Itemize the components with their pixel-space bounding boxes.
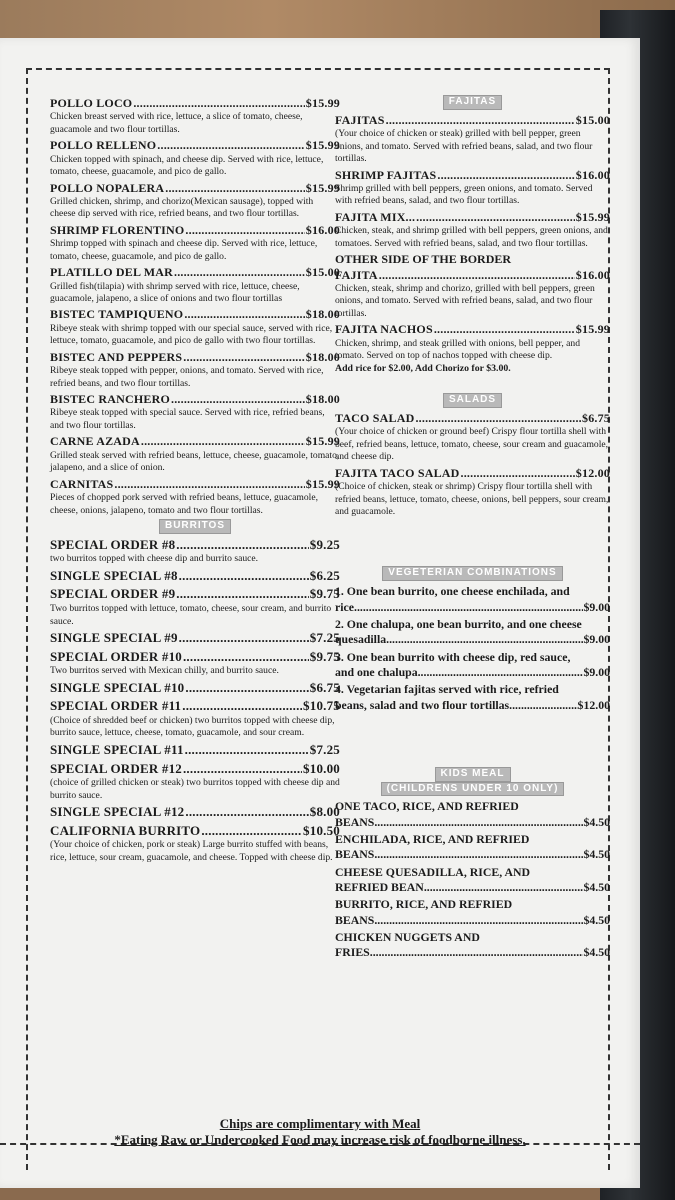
leader-dots (374, 913, 583, 928)
item-price: $9.25 (309, 536, 340, 552)
menu-item (335, 411, 610, 464)
item-price: $15.99 (305, 96, 340, 110)
item-price: $10.75 (303, 698, 340, 714)
combo-name: BEANS (335, 912, 375, 927)
menu-item (335, 268, 610, 321)
other-side-heading: OTHER SIDE OF THE BORDER (335, 252, 512, 267)
combo-item (335, 865, 610, 896)
item-price: $9.75 (309, 586, 340, 602)
combo-line1: CHICKEN NUGGETS AND (335, 930, 480, 945)
item-line (50, 138, 340, 153)
item-description: Ribeye steak with shrimp topped with our special sauce, served with rice, lettuce, tomato, guacamole, and pico de gallo with two flour tortillas. (50, 322, 333, 347)
item-description: Two burritos topped with lettuce, tomato, cheese, sour cream, and burrito sauce. (50, 603, 332, 627)
leader-dots (418, 665, 584, 680)
combo-name: beans, salad and two flour tortillas (335, 697, 510, 712)
item-line (335, 322, 610, 337)
combo-line1: 3. One bean burrito with cheese dip, red sauce, (335, 649, 571, 664)
item-price: $7.25 (309, 630, 340, 646)
item-price: $16.00 (575, 167, 610, 182)
item-line (50, 630, 340, 647)
leader-dots (165, 181, 305, 196)
leader-dots (185, 742, 309, 759)
item-line (50, 649, 340, 666)
item-line (50, 307, 340, 322)
leader-dots (415, 411, 581, 426)
item-line (50, 823, 340, 840)
item-price: $15.99 (305, 138, 340, 153)
combo-name: REFRIED BEAN (335, 880, 424, 895)
item-line (335, 168, 610, 183)
combo-line2 (335, 880, 610, 895)
burritos-tag: BURRITOS (159, 519, 231, 534)
combo-name: FRIES (335, 945, 370, 960)
item-price: $8.00 (309, 804, 340, 820)
leader-dots (185, 680, 308, 697)
menu-item (50, 698, 340, 740)
item-price: $9.75 (309, 648, 340, 664)
menu-item (50, 392, 340, 432)
item-price: $6.75 (309, 679, 340, 695)
item-name: CARNE AZADA (50, 434, 140, 449)
item-description: (Your choice of chicken, pork or steak) Large burrito stuffed with beans, rice, lettuce, sour cream, guacamole, and cheese. Topped with cheese dip. (50, 839, 333, 863)
combo-item (335, 897, 610, 928)
item-name: FAJITA TACO SALAD (335, 465, 460, 480)
menu-item (50, 265, 340, 305)
combo-line2 (335, 632, 610, 647)
leader-dots (174, 265, 305, 280)
combo-item (335, 832, 610, 863)
leader-dots (434, 322, 575, 337)
item-price: $10.00 (303, 760, 340, 776)
item-description: (Your choice of chicken or ground beef) Crispy flour tortilla shell with beef, refried beans, lettuce, tomato, cheese, sour cream and guacamole, and cheese dip. (335, 426, 609, 463)
item-name: SINGLE SPECIAL #12 (50, 804, 185, 820)
menu-item (50, 630, 340, 647)
item-description: Grilled chicken, shrimp, and chorizo(Mexican sausage), topped with cheese dip served with rice, refried beans, and two flour tortillas. (50, 195, 314, 220)
combo-price: $4.50 (583, 847, 610, 862)
menu-item (50, 181, 340, 221)
vegetarian-list (335, 584, 610, 713)
leader-dots (183, 761, 302, 778)
menu-item (50, 307, 340, 347)
item-price: $18.00 (305, 307, 340, 322)
item-price: $7.25 (309, 741, 340, 757)
combo-line1: CHEESE QUESADILLA, RICE, AND (335, 864, 531, 879)
item-description: Chicken, steak, shrimp and chorizo, grilled with bell peppers, green onions, and tomato. Served with refried beans, salad, and two flour tortillas. (335, 282, 595, 319)
table-surface (0, 0, 675, 40)
entrees-list (50, 96, 340, 517)
salads-list (335, 411, 610, 519)
item-price: $16.00 (305, 222, 340, 237)
item-price: $15.99 (305, 476, 340, 491)
item-name: POLLO LOCO (50, 96, 133, 110)
item-line (335, 411, 610, 426)
combo-price: $12.00 (577, 697, 610, 712)
combo-line1: BURRITO, RICE, AND REFRIED (335, 897, 513, 912)
leader-dots (114, 477, 304, 492)
leader-dots (437, 168, 574, 183)
item-line (50, 96, 340, 111)
item-price: $15.99 (575, 209, 610, 224)
salads-tag: SALADS (443, 393, 502, 408)
leader-dots (182, 698, 302, 715)
menu-item (335, 322, 610, 375)
item-name: TACO SALAD (335, 410, 415, 425)
combo-item (335, 617, 610, 648)
item-line (50, 392, 340, 407)
leader-dots (176, 586, 308, 603)
item-name: FAJITA NACHOS (335, 322, 433, 337)
item-extra: Add rice for $2.00, Add Chorizo for $3.00. (335, 362, 511, 374)
menu-item (50, 761, 340, 803)
item-line (335, 113, 610, 128)
combo-price: $9.00 (583, 664, 610, 679)
fajitas-list (335, 113, 610, 250)
menu-item (335, 466, 610, 519)
combo-price: $4.50 (583, 945, 610, 960)
item-name: SPECIAL ORDER #9 (50, 586, 176, 602)
menu-item (50, 823, 340, 865)
combo-item (335, 584, 610, 615)
item-description: Ribeye steak topped with special sauce. Served with rice, refried beans, and two flour tortillas. (50, 407, 325, 431)
item-line (335, 210, 610, 225)
right-column (335, 93, 610, 963)
item-line (50, 350, 340, 365)
item-description: Ribeye steak topped with pepper, onions, and tomato. Served with rice, refried beans, and two flour tortillas. (50, 365, 324, 389)
kids-tag: KIDS MEAL (435, 767, 511, 782)
menu-item (50, 568, 340, 585)
item-price: $15.99 (305, 180, 340, 195)
item-line (50, 223, 340, 238)
combo-line1: 2. One chalupa, one bean burrito, and one cheese (335, 616, 582, 631)
leader-dots (374, 847, 583, 862)
combo-line2 (335, 913, 610, 928)
item-price: $12.00 (575, 465, 610, 480)
item-name: BISTEC RANCHERO (50, 392, 171, 407)
combo-item (335, 650, 610, 681)
leader-dots (354, 600, 583, 615)
item-name: FAJITA MIX... (335, 209, 416, 224)
leader-dots (201, 823, 302, 840)
combo-item (335, 682, 610, 713)
menu-item (50, 350, 340, 390)
item-name: SINGLE SPECIAL #8 (50, 567, 178, 583)
item-price: $15.99 (305, 434, 340, 449)
leader-dots (386, 113, 575, 128)
item-description: Shrimp grilled with bell peppers, green onions, and tomato. Served with refried beans, salad, and two flour tortillas. (335, 182, 593, 207)
menu-item (50, 586, 340, 628)
chips-note: Chips are complimentary with Meal (219, 1116, 421, 1131)
item-name: SHRIMP FLORENTINO (50, 222, 185, 237)
leader-dots (141, 434, 305, 449)
item-price: $18.00 (305, 392, 340, 407)
item-name: SINGLE SPECIAL #11 (50, 741, 184, 757)
item-description: Pieces of chopped pork served with refried beans, lettuce, guacamole, cheese, onions, jalapeno, tomato and two flour tortillas. (50, 492, 318, 516)
left-column (50, 96, 340, 866)
item-name: BISTEC AND PEPPERS (50, 349, 183, 364)
item-name: POLLO RELLENO (50, 138, 157, 153)
item-line (50, 804, 340, 821)
item-price: $15.00 (575, 112, 610, 127)
menu-item (50, 649, 340, 678)
combo-line2 (335, 698, 610, 713)
menu-item (50, 742, 340, 759)
item-price: $6.75 (582, 410, 610, 425)
item-name: PLATILLO DEL MAR (50, 265, 173, 280)
combo-line1: ONE TACO, RICE, AND REFRIED (335, 799, 519, 814)
leader-dots (461, 466, 575, 481)
menu-item (50, 477, 340, 517)
menu-page (0, 38, 640, 1188)
item-name: SPECIAL ORDER #8 (50, 536, 176, 552)
item-line (50, 586, 340, 603)
combo-line2 (335, 665, 610, 680)
item-price: $16.00 (575, 267, 610, 282)
combo-name: BEANS (335, 814, 375, 829)
item-name: BISTEC TAMPIQUENO (50, 307, 184, 322)
leader-dots (157, 138, 305, 153)
item-line (50, 568, 340, 585)
combo-price: $4.50 (583, 912, 610, 927)
item-name: SINGLE SPECIAL #9 (50, 630, 178, 646)
leader-dots (179, 630, 309, 647)
item-description: Grilled fish(tilapia) with shrimp served with rice, lettuce, cheese, guacamole, jalapeno, a slice of onions and two flour tortillas (50, 280, 300, 305)
combo-price: $4.50 (583, 880, 610, 895)
item-price: $15.99 (575, 322, 610, 337)
leader-dots (185, 223, 304, 238)
leader-dots (386, 632, 583, 647)
item-line (50, 477, 340, 492)
leader-dots (424, 880, 584, 895)
vegetarian-tag: VEGETERIAN COMBINATIONS (382, 566, 562, 581)
fajitas-tag: FAJITAS (443, 95, 502, 110)
leader-dots (183, 350, 305, 365)
item-line (50, 698, 340, 715)
item-price: $18.00 (305, 349, 340, 364)
item-description: Chicken breast served with rice, lettuce, a slice of tomato, cheese, guacamole and two flour tortillas. (50, 111, 303, 135)
item-price: $10.50 (303, 822, 340, 838)
item-price: $6.25 (309, 567, 340, 583)
item-description: two burritos topped with cheese dip and burrito sauce. (50, 553, 259, 565)
combo-name: quesadilla (335, 632, 387, 647)
combo-name: rice (335, 599, 354, 614)
menu-item (50, 223, 340, 263)
leader-dots (183, 649, 309, 666)
leader-dots (171, 392, 305, 407)
combo-line1: 4. Vegetarian fajitas served with rice, refried (335, 682, 559, 697)
combo-line2 (335, 945, 610, 960)
combo-item (335, 930, 610, 961)
leader-dots (184, 307, 304, 322)
item-line (50, 761, 340, 778)
menu-item (50, 680, 340, 697)
leader-dots (185, 804, 308, 821)
item-description: Chicken, shrimp, and steak grilled with onions, bell pepper, and tomato. Served on top of nachos topped with cheese dip. (335, 337, 581, 362)
kids-subtag: (CHILDRENS UNDER 10 ONLY) (381, 782, 565, 797)
menu-item (50, 138, 340, 178)
item-line (335, 268, 610, 283)
leader-dots (133, 96, 304, 111)
item-name: SPECIAL ORDER #10 (50, 648, 182, 664)
leader-dots (416, 210, 575, 225)
item-description: Two burritos served with Mexican chilly, and burrito sauce. (50, 665, 279, 677)
item-line (50, 181, 340, 196)
item-description: (Choice of chicken, steak or shrimp) Crispy flour tortilla shell with refried beans, lettuce, tomato, cheese, onions, bell peppers, sour cream, and guacamole. (335, 481, 609, 517)
menu-item (335, 113, 610, 166)
item-description: (choice of grilled chicken or steak) two burritos topped with cheese dip and burrito sauce. (50, 777, 340, 801)
item-name: POLLO NOPALERA (50, 180, 165, 195)
combo-name: BEANS (335, 847, 375, 862)
leader-dots (509, 698, 577, 713)
food-warning: *Eating Raw or Undercooked Food may increase risk of foodborne illness. (114, 1132, 526, 1147)
combo-line1: ENCHILADA, RICE, AND REFRIED (335, 832, 530, 847)
leader-dots (374, 815, 583, 830)
item-description: (Choice of shredded beef or chicken) two burritos topped with cheese dip, burrito sauce, lettuce, cheese, tomato, guacamole, and sour cream. (50, 715, 335, 739)
item-description: (Your choice of chicken or steak) grilled with bell pepper, green onions, and tomato. Served with refried beans, salad, and two flour tortillas. (335, 128, 593, 165)
item-price: $15.00 (305, 265, 340, 280)
combo-line2 (335, 847, 610, 862)
leader-dots (370, 945, 584, 960)
combo-line1: 1. One bean burrito, one cheese enchilada, and (335, 584, 570, 599)
other-side-list (335, 268, 610, 376)
item-description: Grilled steak served with refried beans, lettuce, cheese, guacamole, tomato, jalapeno, and a slice of onion. (50, 449, 340, 474)
item-line (50, 680, 340, 697)
item-name: CARNITAS (50, 476, 114, 491)
item-name: SHRIMP FAJITAS (335, 167, 437, 182)
burritos-list (50, 537, 340, 865)
combo-line2 (335, 815, 610, 830)
item-name: SPECIAL ORDER #11 (50, 698, 182, 714)
menu-item (50, 537, 340, 566)
leader-dots (179, 568, 309, 585)
item-description: Chicken, steak, and shrimp grilled with bell peppers, green onions, and tomatoes. Served with refried beans, salad, and two flour tortillas. (335, 225, 608, 249)
menu-item (50, 434, 340, 474)
item-description: Shrimp topped with spinach and cheese dip. Served with rice, lettuce, tomato, cheese, guacamole, and pico de gallo. (50, 238, 318, 262)
menu-item (335, 168, 610, 208)
combo-item (335, 799, 610, 830)
combo-price: $9.00 (583, 632, 610, 647)
item-line (50, 537, 340, 554)
item-line (335, 466, 610, 481)
item-name: FAJITAS (335, 112, 385, 127)
item-name: FAJITA (335, 267, 378, 282)
item-line (50, 742, 340, 759)
menu-item (50, 96, 340, 136)
menu-item (50, 804, 340, 821)
item-name: SPECIAL ORDER #12 (50, 760, 182, 776)
combo-price: $4.50 (583, 814, 610, 829)
item-name: SINGLE SPECIAL #10 (50, 679, 185, 695)
item-description: Chicken topped with spinach, and cheese dip. Served with rice, lettuce, tomato, cheese, guacamole, and pico de gallo. (50, 153, 324, 178)
menu-item (335, 210, 610, 250)
combo-price: $9.00 (583, 599, 610, 614)
combo-name: and one chalupa (335, 664, 418, 679)
leader-dots (379, 268, 575, 283)
item-line (50, 434, 340, 449)
item-line (50, 265, 340, 280)
leader-dots (176, 537, 308, 554)
combo-line2 (335, 600, 610, 615)
kids-list (335, 799, 610, 960)
item-name: CALIFORNIA BURRITO (50, 822, 201, 838)
